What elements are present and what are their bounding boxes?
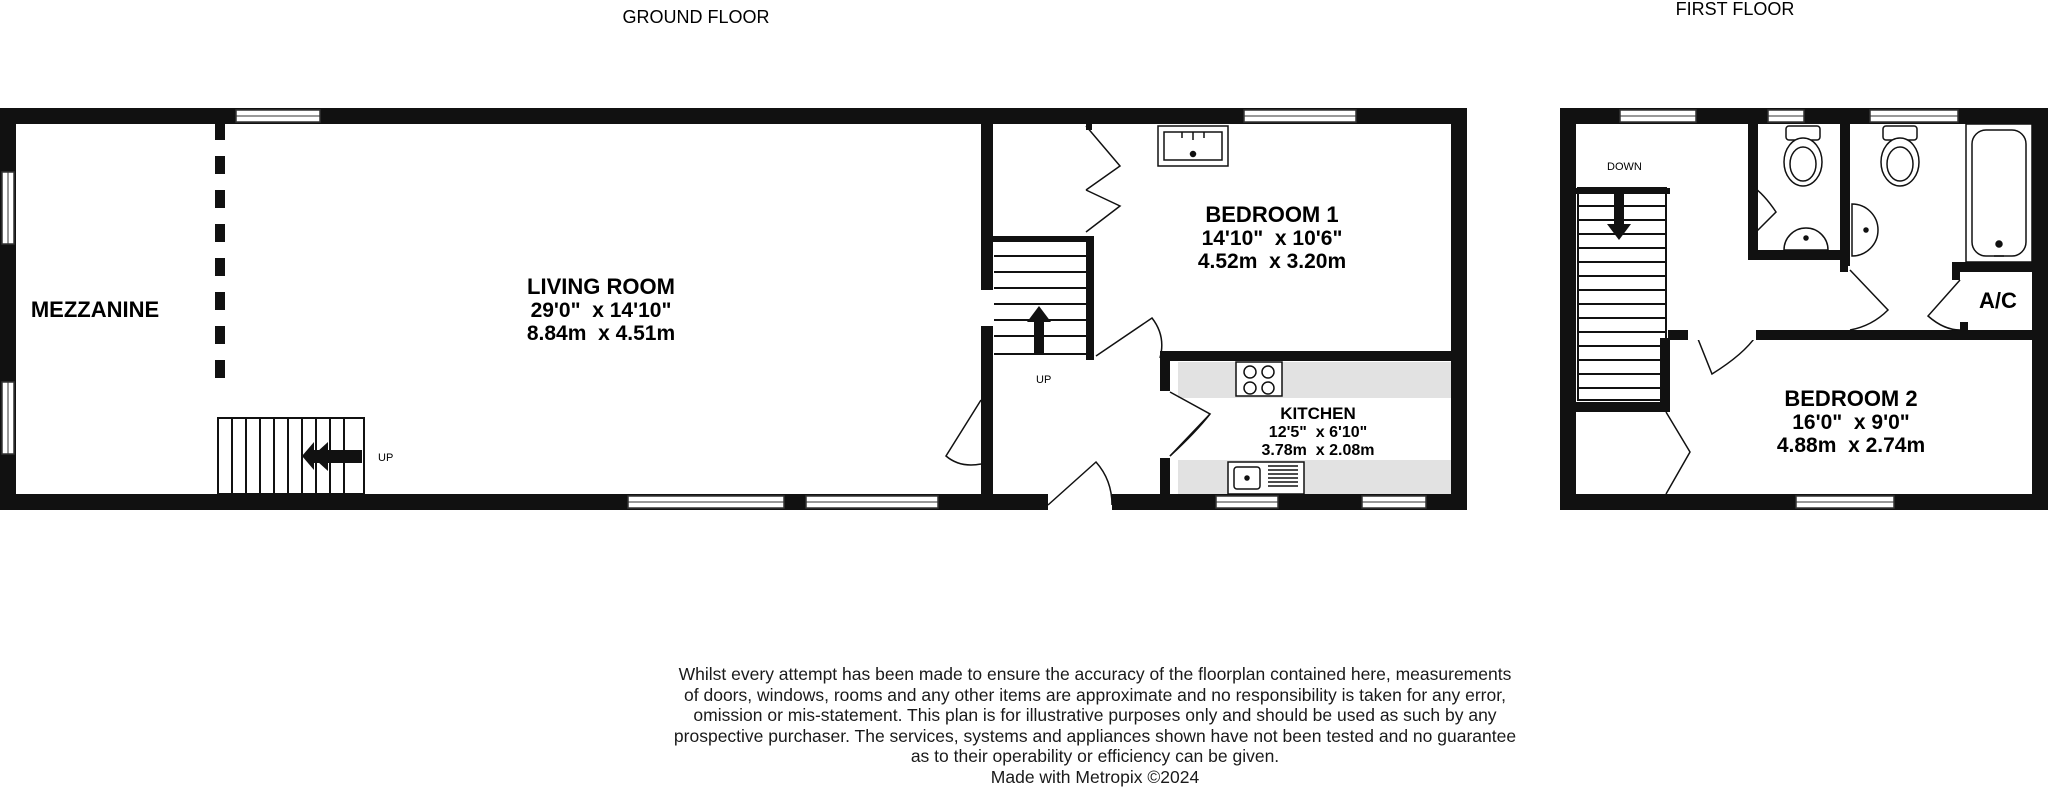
- bedroom1-dim-metric: 4.52m x 3.20m: [1197, 250, 1347, 273]
- hob-icon: [1236, 362, 1282, 396]
- bedroom1-label: BEDROOM 1: [1205, 202, 1339, 227]
- toilet-icon-2: [1881, 126, 1919, 186]
- disclaimer-line: prospective purchaser. The services, systems and appliances shown have not been tested and no guarantee: [673, 725, 1517, 746]
- bedroom2-dim-metric: 4.88m x 2.74m: [1776, 434, 1926, 457]
- arrow-down-icon: [1607, 190, 1631, 240]
- washbasin-icon: [1158, 126, 1228, 166]
- bedroom2-dim-imperial: 16'0" x 9'0": [1792, 411, 1910, 434]
- wall-kitchen-left-lower: [1160, 458, 1170, 494]
- first-floor-title: FIRST FLOOR: [1675, 0, 1795, 19]
- kitchen-dim-imperial: 12'5" x 6'10": [1268, 424, 1368, 441]
- stairs-down-label: DOWN: [1607, 161, 1642, 173]
- mezzanine-label: MEZZANINE: [30, 297, 160, 322]
- bedroom1-dim-imperial: 14'10" x 10'6": [1201, 227, 1343, 250]
- ground-floor-plan: [0, 108, 1467, 510]
- disclaimer-line: Whilst every attempt has been made to ensure the accuracy of the floorplan contained here, measurements: [678, 664, 1512, 684]
- stair-bottom-wall: [1576, 402, 1670, 412]
- living-room-dim-imperial: 29'0" x 14'10": [530, 299, 672, 322]
- mezz-arrow-head: [312, 442, 328, 471]
- disclaimer-line: of doors, windows, rooms and any other items are approximate and no responsibility is taken for any error,: [684, 684, 1506, 705]
- outer-wall-right: [1451, 108, 1467, 510]
- bedroom2-label: BEDROOM 2: [1784, 386, 1918, 411]
- ac-label: A/C: [1979, 288, 2017, 313]
- kitchen-counter-top: [1178, 362, 1454, 398]
- stair-hall-top: [988, 236, 1092, 242]
- washbasin-icon-wc1: [1784, 228, 1828, 250]
- disclaimer-line: as to their operability or efficiency can be given.: [910, 746, 1280, 766]
- wall-bedroom-kitchen: [1160, 351, 1451, 361]
- wall-kitchen-left-upper: [1160, 351, 1170, 391]
- toilet-icon: [1784, 126, 1822, 186]
- ff-outer-wall-right: [2032, 108, 2048, 510]
- living-room-label: LIVING ROOM: [527, 274, 675, 299]
- disclaimer-line: omission or mis-statement. This plan is for illustrative purposes only and should be used as such by any: [693, 705, 1497, 725]
- kitchen-sink-icon: [1228, 462, 1304, 494]
- kitchen-label: KITCHEN: [1280, 404, 1356, 423]
- bedroom2-top-wall: [1756, 330, 2032, 340]
- stair-hall-right: [1086, 236, 1094, 360]
- ground-floor-title: GROUND FLOOR: [622, 7, 770, 27]
- arrow-shaft: [326, 450, 362, 463]
- hall-stairs-up-label: UP: [1036, 374, 1052, 386]
- kitchen-counter-bottom: [1178, 460, 1454, 496]
- washbasin-icon-wc2: [1852, 204, 1878, 256]
- living-room-dim-metric: 8.84m x 4.51m: [526, 322, 676, 345]
- wc1-bottom-wall: [1748, 250, 1848, 260]
- mezzanine-edge: [215, 124, 225, 378]
- ac-top-wall: [1952, 262, 2032, 272]
- bath-icon: [1966, 124, 2032, 262]
- wc-divider-wall: [1840, 124, 1850, 266]
- ff-outer-wall-left: [1560, 108, 1576, 510]
- mezz-stairs-up-label: UP: [378, 452, 394, 464]
- arrow-up-icon: [1027, 306, 1051, 354]
- kitchen-dim-metric: 3.78m x 2.08m: [1261, 442, 1375, 459]
- disclaimer: [610, 664, 1580, 787]
- credit-line: Made with Metropix ©2024: [990, 766, 1200, 787]
